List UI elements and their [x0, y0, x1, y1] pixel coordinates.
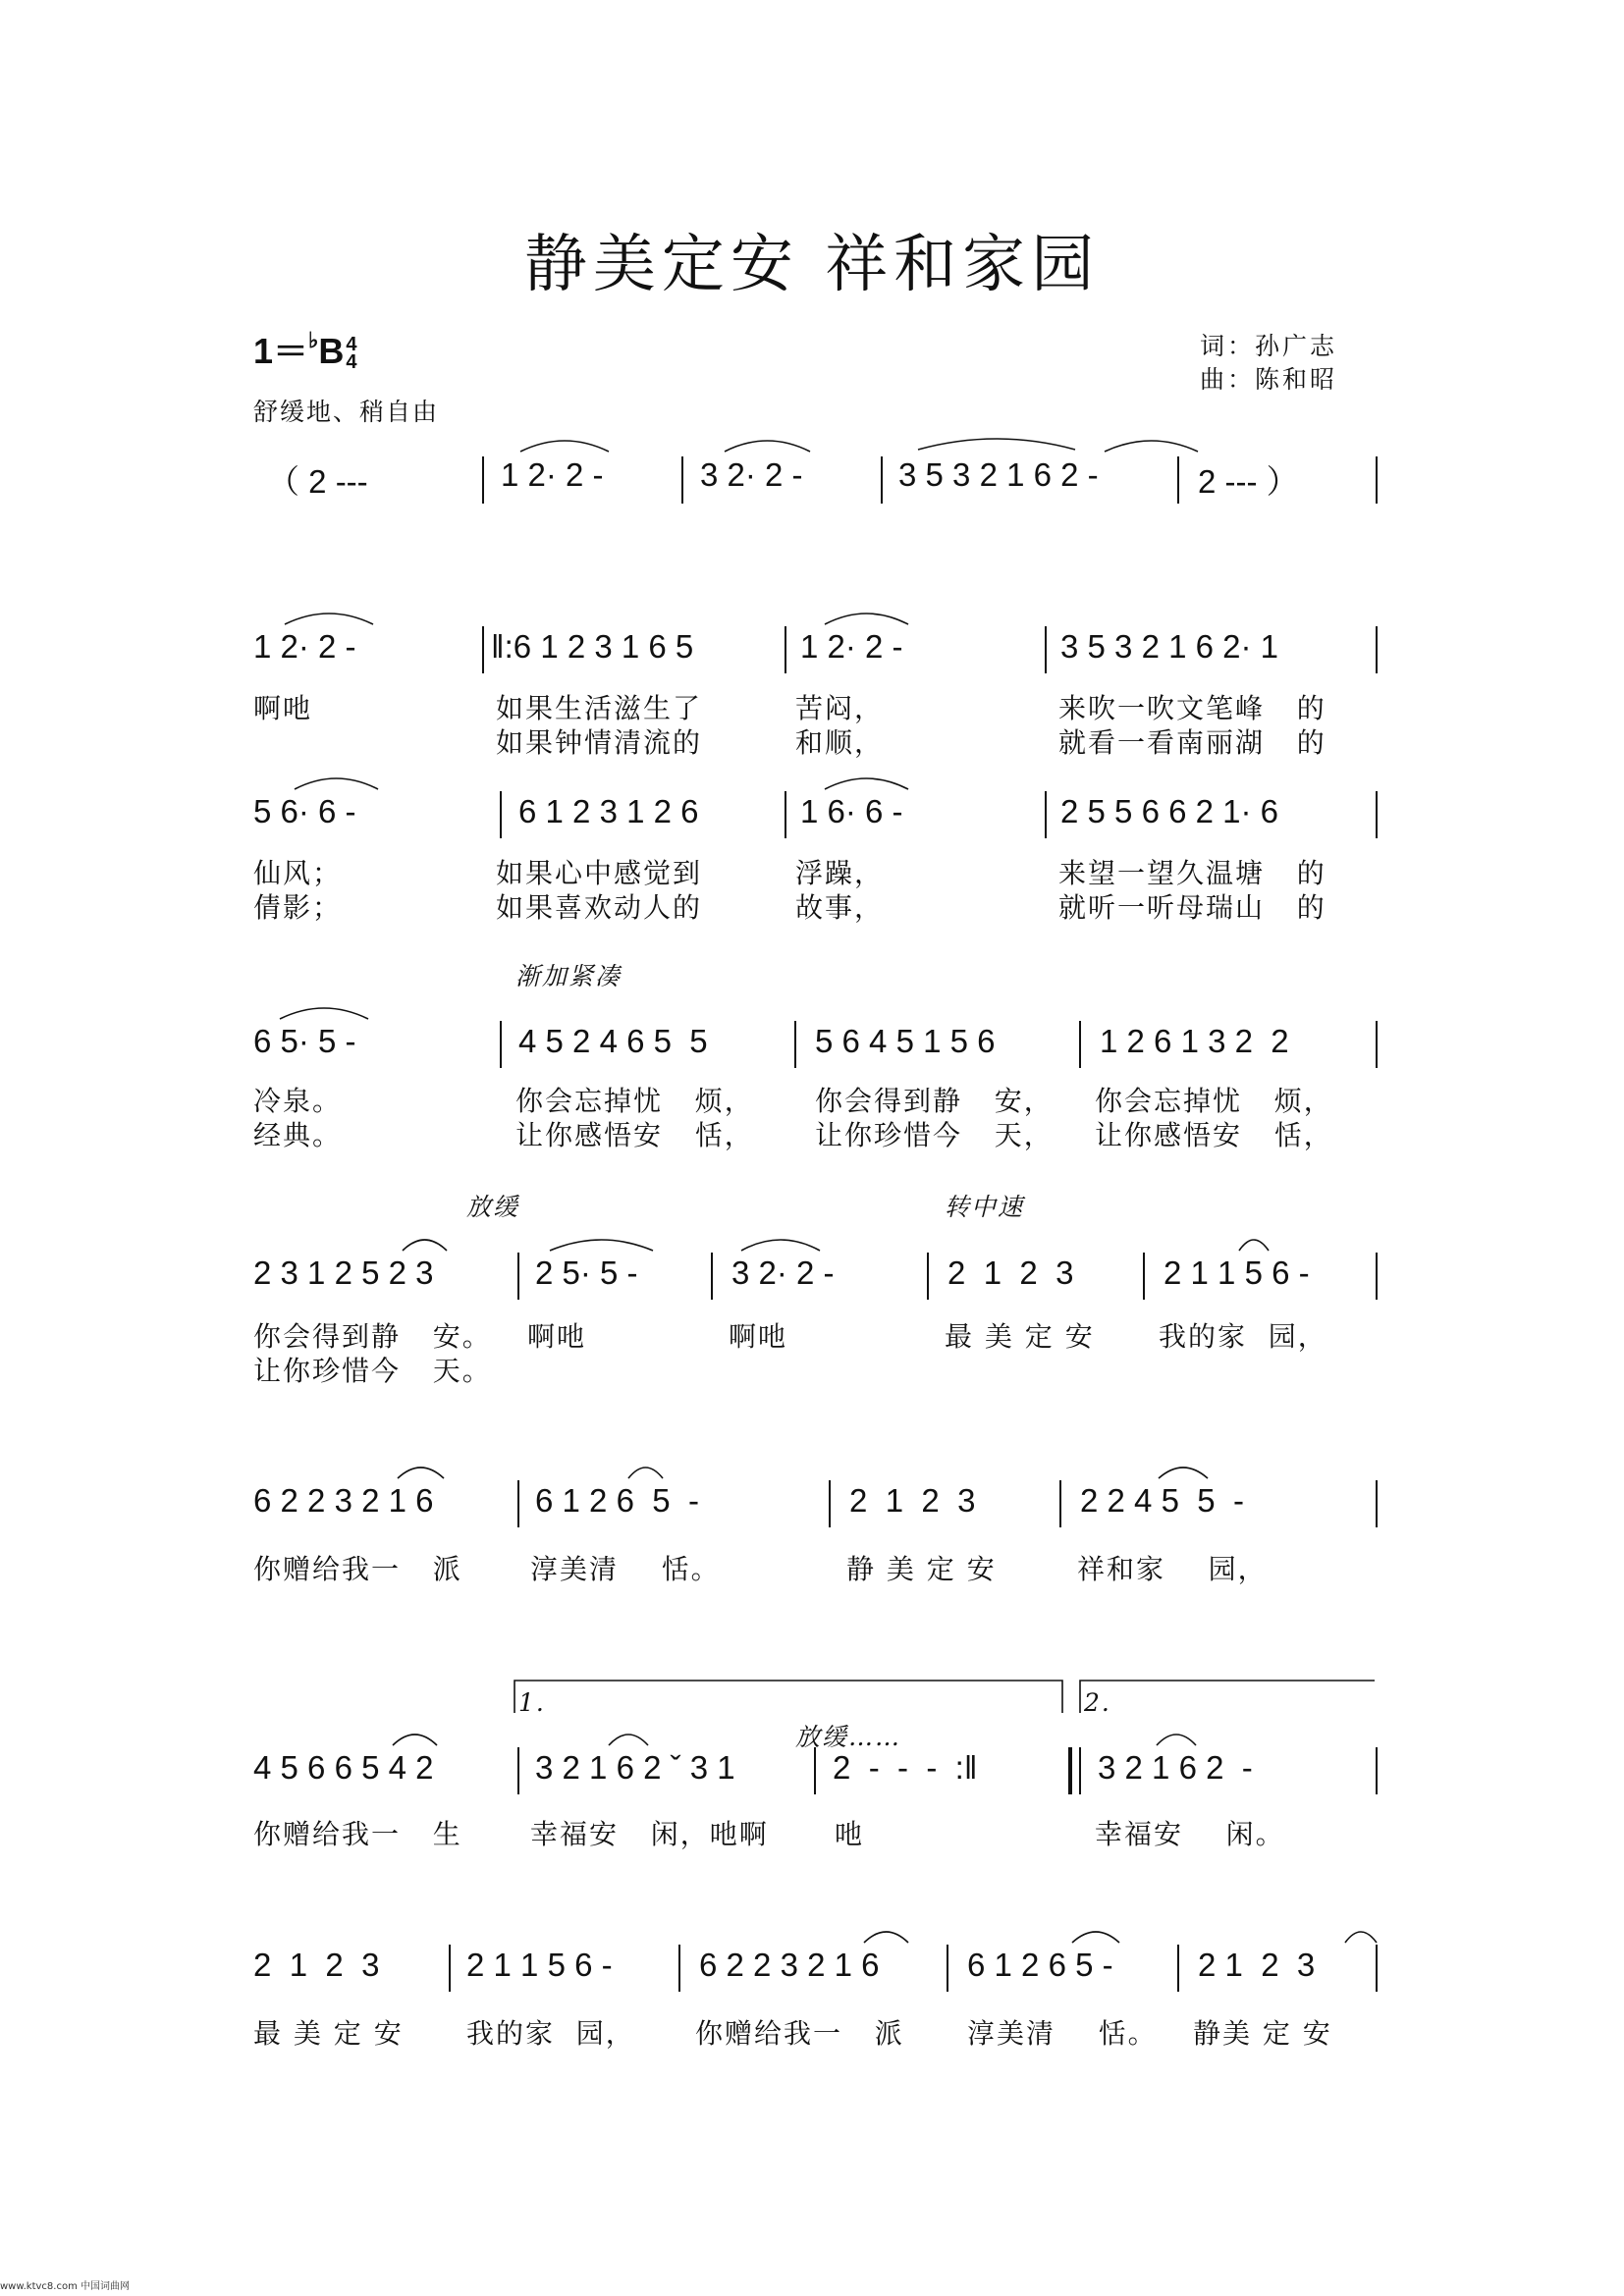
- lyrics-s2-v1-d: 来吹一吹文笔峰 的: [1058, 692, 1326, 724]
- notes-s4-m4: 1 2 6 1 3 2 2: [1100, 1023, 1289, 1059]
- slur-4: [1105, 441, 1198, 452]
- lyrics-s2-v1-a: 啊吔: [253, 692, 313, 724]
- direction-medium-tempo: 转中速: [945, 1193, 1025, 1221]
- lyrics-s2-v2-b: 如果钟情清流的: [496, 726, 703, 759]
- key-signature: [253, 324, 357, 374]
- lyrics-s3-v1-c: 浮躁，: [795, 857, 885, 889]
- lyrics-s5-v1-b: 啊吔: [527, 1320, 587, 1353]
- lyrics-s2-v1-b: 如果生活滋生了: [496, 692, 703, 724]
- slur-15: [628, 1468, 663, 1478]
- lyrics-s8-v1-a: 最 美 定 安: [253, 2017, 404, 2050]
- volta-brackets: [514, 1681, 1375, 1713]
- slur-19: [1157, 1735, 1196, 1745]
- lyrics-s4-v1-d: 你会忘掉忧 烦，: [1095, 1085, 1333, 1117]
- direction-slow: 放缓: [466, 1193, 520, 1221]
- notes-s5-m2: 2 5· 5 -: [535, 1255, 638, 1291]
- slur-9: [280, 1008, 368, 1019]
- composer-credit: 曲：陈和昭: [1200, 365, 1338, 394]
- slur-11: [550, 1240, 653, 1251]
- notes-s5-m4: 2 1 2 3: [947, 1255, 1074, 1291]
- slur-17: [393, 1735, 437, 1745]
- lyrics-s5-v1-c: 啊吔: [729, 1320, 788, 1353]
- lyrics-s8-v1-e: 静美 定 安: [1193, 2017, 1332, 2050]
- lyricist-credit: 词：孙广志: [1200, 332, 1338, 360]
- lyrics-s4-v2-b: 让你感悟安 恬，: [515, 1119, 754, 1151]
- notes-s6-m3: 2 1 2 3: [849, 1482, 976, 1519]
- lyrics-s3-v1-a: 仙风；: [253, 857, 343, 889]
- lyrics-s3-v2-c: 故事，: [795, 891, 885, 924]
- slur-18: [609, 1735, 648, 1745]
- lyrics-s7-v1-d: 幸福安 闲。: [1095, 1818, 1285, 1850]
- notes-s7-m1: 4 5 6 6 5 4 2: [253, 1749, 434, 1786]
- lyrics-s8-v1-b: 我的家 园，: [466, 2017, 635, 2050]
- key-label: 1＝: [253, 331, 309, 371]
- lyrics-s6-v1-b: 淳美清 恬。: [530, 1553, 721, 1585]
- notes-s2-m2: ‖:6 1 2 3 1 6 5: [491, 628, 694, 665]
- volta-first-bracket: [514, 1681, 1062, 1713]
- slur-7: [295, 778, 378, 789]
- site-watermark: www.ktvc8.com 中国词曲网: [0, 2281, 131, 2292]
- lyrics-s4-v1-a: 冷泉。: [253, 1085, 343, 1117]
- lyrics-s3-v1-b: 如果心中感觉到: [496, 857, 703, 889]
- slur-6: [825, 614, 908, 624]
- lyrics-s4-v2-d: 让你感悟安 恬，: [1095, 1119, 1333, 1151]
- lyrics-s3-v2-b: 如果喜欢动人的: [496, 891, 703, 924]
- slur-8: [825, 778, 908, 789]
- notes-s2-m4: 3 5 3 2 1 6 2· 1: [1060, 628, 1278, 665]
- notes-s8-m1: 2 1 2 3: [253, 1947, 380, 1983]
- notes-s4-m3: 5 6 4 5 1 5 6: [815, 1023, 996, 1059]
- notes-s8-m5: 2 1 2 3: [1198, 1947, 1316, 1983]
- tempo-marking: 舒缓地、稍自由: [253, 398, 440, 426]
- notes-s1-m4: 3 5 3 2 1 6 2 -: [898, 456, 1099, 493]
- lyrics-s2-v1-c: 苦闷，: [795, 692, 885, 724]
- song-title: 静美定安 祥和家园: [523, 229, 1101, 301]
- lyrics-s6-v1-d: 祥和家 园，: [1077, 1553, 1268, 1585]
- notes-s1-m2: 1 2· 2 -: [501, 456, 604, 493]
- lyrics-s3-v2-a: 倩影；: [253, 891, 343, 924]
- notes-s8-m4: 6 1 2 6 5 -: [967, 1947, 1113, 1983]
- slur-13: [1239, 1240, 1269, 1251]
- lyrics-s2-v2-c: 和顺，: [795, 726, 885, 759]
- lyrics-s4-v2-c: 让你珍惜今 天，: [815, 1119, 1054, 1151]
- slur-22: [1072, 1932, 1119, 1943]
- notes-s2-m1: 1 2· 2 -: [253, 628, 356, 665]
- lyrics-s5-v1-a: 你会得到静 安。: [253, 1320, 492, 1353]
- lyrics-s5-v1-d: 最 美 定 安: [945, 1320, 1095, 1353]
- notes-s3-m1: 5 6· 6 -: [253, 793, 356, 829]
- lyrics-s5-v2-a: 让你珍惜今 天。: [253, 1355, 492, 1387]
- notes-s5-m1: 2 3 1 2 5 2 3: [253, 1255, 434, 1291]
- notes-s1-m1: （ 2 ---: [267, 463, 368, 500]
- volta-second-bracket: [1080, 1681, 1375, 1713]
- notes-s1-m3: 3 2· 2 -: [700, 456, 803, 493]
- time-sig-top: 4: [346, 334, 357, 356]
- lyrics-s3-v2-d: 就听一听母瑞山 的: [1058, 891, 1326, 924]
- lyrics-s2-v2-d: 就看一看南丽湖 的: [1058, 726, 1326, 759]
- time-sig-bottom: 4: [346, 351, 357, 374]
- direction-slow-ellipsis: 放缓……: [795, 1723, 902, 1751]
- lyrics-s7-v1-c: 吔: [835, 1818, 865, 1850]
- lyrics-s4-v1-c: 你会得到静 安，: [815, 1085, 1054, 1117]
- notes-s1-m5: 2 --- ）: [1198, 463, 1299, 500]
- notes-s3-m3: 1 6· 6 -: [800, 793, 903, 829]
- time-signature: [346, 334, 357, 374]
- flat-sign: ♭: [308, 328, 319, 352]
- slur-16: [1159, 1468, 1208, 1478]
- lyrics-s6-v1-c: 静 美 定 安: [846, 1553, 997, 1585]
- slur-2: [725, 441, 810, 452]
- lyrics-s3-v1-d: 来望一望久温塘 的: [1058, 857, 1326, 889]
- lyrics-s4-v1-b: 你会忘掉忧 烦，: [515, 1085, 754, 1117]
- slur-10: [403, 1240, 447, 1251]
- slur-20: [1345, 1932, 1377, 1943]
- volta-first-label: 1.: [518, 1688, 546, 1717]
- slur-12: [741, 1240, 820, 1251]
- notes-s6-m2: 6 1 2 6 5 -: [535, 1482, 699, 1519]
- notes-s5-m3: 3 2· 2 -: [731, 1255, 835, 1291]
- slur-5: [285, 614, 373, 624]
- notes-s2-m3: 1 2· 2 -: [800, 628, 903, 665]
- volta-second-label: 2.: [1084, 1688, 1111, 1717]
- notes-s6-m1: 6 2 2 3 2 1 6: [253, 1482, 434, 1519]
- notes-s4-m2: 4 5 2 4 6 5 5: [518, 1023, 708, 1059]
- lyrics-s6-v1-a: 你赠给我一 派: [253, 1553, 462, 1585]
- notes-s6-m4: 2 2 4 5 5 -: [1080, 1482, 1244, 1519]
- lyrics-s4-v2-a: 经典。: [253, 1119, 343, 1151]
- notes-s7-m2: 3 2 1 6 2 ˇ 3 1: [535, 1749, 735, 1786]
- key-note: B: [318, 331, 345, 371]
- notes-s3-m4: 2 5 5 6 6 2 1· 6: [1060, 793, 1278, 829]
- notes-s7-m4: 3 2 1 6 2 -: [1098, 1749, 1253, 1786]
- lyrics-s7-v1-b: 幸福安 闲，吔啊: [530, 1818, 769, 1850]
- direction-accelerate: 渐加紧凑: [515, 962, 623, 990]
- slur-3: [918, 439, 1075, 450]
- lyrics-s5-v1-e: 我的家 园，: [1159, 1320, 1327, 1353]
- notes-s8-m3: 6 2 2 3 2 1 6: [699, 1947, 880, 1983]
- notes-s7-m3: 2 - - - :‖: [833, 1749, 978, 1786]
- notes-s5-m5: 2 1 1 5 6 -: [1164, 1255, 1310, 1291]
- notes-s4-m1: 6 5· 5 -: [253, 1023, 356, 1059]
- lyrics-s8-v1-c: 你赠给我一 派: [695, 2017, 904, 2050]
- slur-21: [864, 1932, 908, 1943]
- notes-s3-m2: 6 1 2 3 1 2 6: [518, 793, 699, 829]
- lyrics-s8-v1-d: 淳美清 恬。: [967, 2017, 1158, 2050]
- lyrics-s7-v1-a: 你赠给我一 生: [253, 1818, 462, 1850]
- notes-s8-m2: 2 1 1 5 6 -: [466, 1947, 613, 1983]
- slur-1: [520, 441, 609, 452]
- slur-14: [398, 1468, 444, 1478]
